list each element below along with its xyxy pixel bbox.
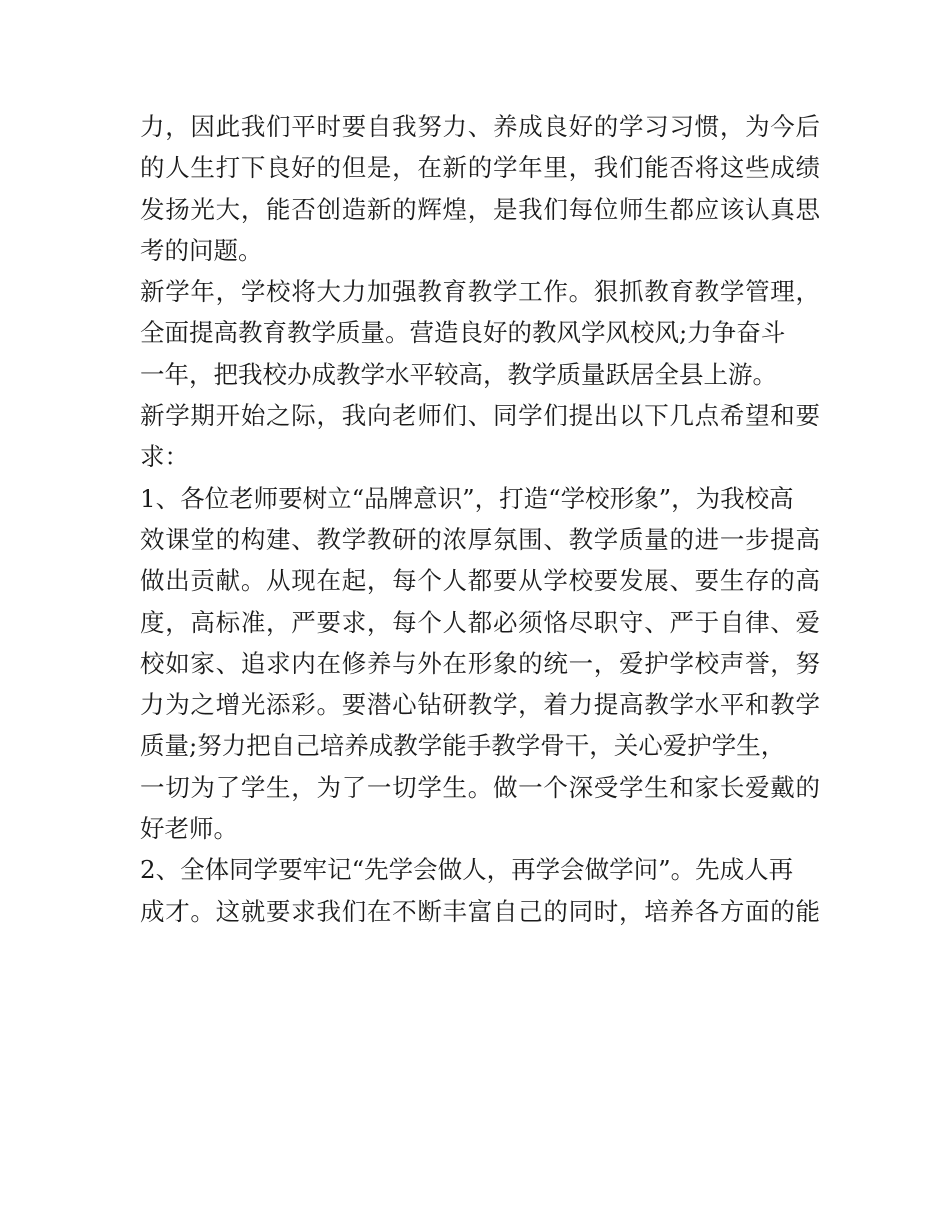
text-line: 一年，把我校办成教学水平较高，教学质量跃居全县上游。: [140, 359, 777, 389]
text-line: 成才。这就要求我们在不断丰富自己的同时，培养各方面的能: [140, 896, 820, 926]
text-line: 效课堂的构建、教学教研的浓厚氛围、教学质量的进一步提高: [140, 524, 820, 554]
text-line: 好老师。: [140, 814, 238, 844]
text-line: 求：: [140, 442, 189, 472]
text-line: 考的问题。: [140, 235, 263, 265]
text-line: 度，高标准，严要求，每个人都必须恪尽职守、严于自律、爱: [140, 607, 820, 637]
text-line: 发扬光大，能否创造新的辉煌，是我们每位师生都应该认真思: [140, 194, 820, 224]
body-text: [140, 106, 820, 932]
text-line: 做出贡献。从现在起，每个人都要从学校要发展、要生存的高: [140, 566, 820, 596]
text-line: 2、全体同学要牢记“先学会做人，再学会做学问”。先成人再: [140, 855, 794, 885]
text-line: 校如家、追求内在修养与外在形象的统一，爱护学校声誉，努: [140, 648, 820, 678]
text-line: 力，因此我们平时要自我努力、养成良好的学习习惯，为今后: [140, 112, 820, 141]
text-line: 力为之增光添彩。要潜心钻研教学，着力提高教学水平和教学: [140, 690, 820, 720]
text-line: 的人生打下良好的但是，在新的学年里，我们能否将这些成绩: [140, 153, 820, 183]
text-line: 新学年，学校将大力加强教育教学工作。狠抓教育教学管理，: [140, 277, 820, 307]
text-line: 一切为了学生，为了一切学生。做一个深受学生和家长爱戴的: [140, 772, 820, 802]
text-line: 1、各位老师要树立“品牌意识”，打造“学校形象”，为我校高: [140, 483, 794, 513]
text-line: 质量;努力把自己培养成教学能手教学骨干，关心爱护学生，: [140, 731, 786, 761]
text-line: 新学期开始之际，我向老师们、同学们提出以下几点希望和要: [140, 401, 820, 431]
text-line: 全面提高教育教学质量。营造良好的教风学风校风;力争奋斗: [140, 318, 786, 348]
